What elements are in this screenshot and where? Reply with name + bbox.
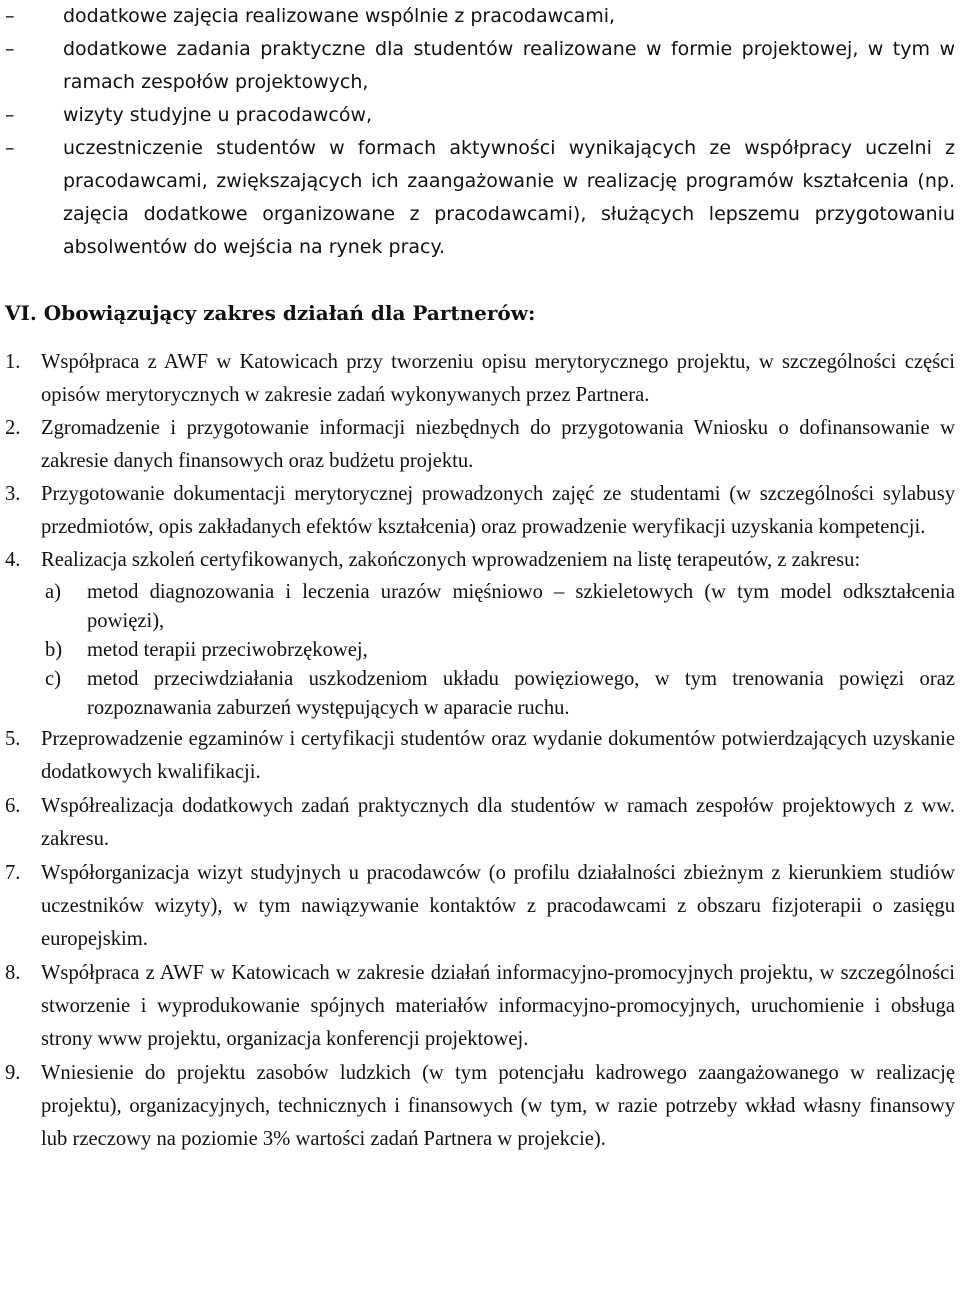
list-item-text: uczestniczenie studentów w formach aktywności wynikających ze współpracy uczelni z pracodawcami, zwiększających ich zaangażowanie w realizację programów kształcenia (np. zajęcia dodatkowe organizowane z pracodawcami), służących lepszemu przygotowaniu absolwentów do wejścia na rynek pracy. [63,137,955,258]
sub-item-letter: a) [45,580,61,603]
section-heading: VI. Obowiązujący zakres działań dla Partnerów: [5,301,536,325]
numbered-item-8 [5,957,955,1056]
item-text: Przeprowadzenie egzaminów i certyfikacji studentów oraz wydanie dokumentów potwierdzających uzyskanie dodatkowych kwalifikacji. [41,727,955,783]
dash-bullet: – [5,38,15,60]
item-text: Realizacja szkoleń certyfikowanych, zakończonych wprowadzeniem na listę terapeutów, z zakresu: [41,549,861,571]
sub-item-b [5,636,955,665]
numbered-item-2 [5,412,955,477]
dash-bullet: – [5,104,15,126]
list-item [5,33,955,99]
item-text: Przygotowanie dokumentacji merytorycznej prowadzonych zajęć ze studentami (w szczególności sylabusy przedmiotów, opis zakładanych efektów kształcenia) oraz prowadzenie weryfikacji uzyskania kompetencji. [41,483,955,538]
list-item [5,99,955,132]
item-number: 2. [5,417,21,439]
list-item [5,0,955,33]
dash-bullet: – [5,5,15,27]
sub-item-text: metod terapii przeciwobrzękowej, [87,638,368,661]
numbered-item-7 [5,857,955,956]
item-text: Wniesienie do projektu zasobów ludzkich (w tym potencjału kadrowego zaangażowanego w realizację projektu), organizacyjnych, technicznych i finansowych (w tym, w razie potrzeby wkład własny finansowy lub rzeczowy na poziomie 3% wartości zadań Partnera w projekcie). [41,1061,955,1150]
item-text: Zgromadzenie i przygotowanie informacji niezbędnych do przygotowania Wniosku o dofinansowanie w zakresie danych finansowych oraz budżetu projektu. [41,417,955,472]
list-item-text: wizyty studyjne u pracodawców, [63,104,373,126]
numbered-item-3 [5,478,955,543]
sub-item-letter: b) [45,638,63,661]
item-number: 9. [5,1061,21,1084]
sub-list [5,578,955,723]
sub-item-a [5,578,955,636]
list-item-text: dodatkowe zadania praktyczne dla studentów realizowane w formie projektowej, w tym w ramach zespołów projektowych, [63,38,955,93]
numbered-list [5,346,955,1157]
list-item [5,132,955,264]
item-number: 5. [5,727,21,750]
sub-item-text: metod przeciwdziałania uszkodzeniom układu powięziowego, w tym trenowania powięzi oraz rozpoznawania zaburzeń występujących w aparacie ruchu. [87,667,955,719]
numbered-item-4 [5,544,955,577]
item-text: Współrealizacja dodatkowych zadań praktycznych dla studentów w ramach zespołów projektowych z ww. zakresu. [41,794,955,850]
item-text: Współpraca z AWF w Katowicach w zakresie działań informacyjno-promocyjnych projektu, w szczególności stworzenie i wyprodukowanie spójnych materiałów informacyjno-promocyjnych, uruchomienie i obsługa strony www projektu, organizacja konferencji projektowej. [41,961,955,1050]
sub-item-c [5,665,955,723]
item-text: Współorganizacja wizyt studyjnych u pracodawców (o profilu działalności zbieżnym z kierunkiem studiów uczestników wizyty), w tym nawiązywanie kontaktów z pracodawcami z obszaru fizjoterapii o zasięgu europejskim. [41,861,955,950]
numbered-item-6 [5,790,955,856]
numbered-item-9 [5,1057,955,1156]
item-number: 7. [5,861,21,884]
item-number: 8. [5,961,21,984]
item-number: 6. [5,794,21,817]
sub-item-letter: c) [45,667,61,690]
numbered-item-5 [5,723,955,789]
item-text: Współpraca z AWF w Katowicach przy tworzeniu opisu merytorycznego projektu, w szczególności części opisów merytorycznych w zakresie zadań wykonywanych przez Partnera. [41,351,955,406]
dash-list [5,0,955,264]
dash-bullet: – [5,137,15,159]
item-number: 4. [5,549,21,571]
list-item-text: dodatkowe zajęcia realizowane wspólnie z pracodawcami, [63,5,616,27]
numbered-item-1 [5,346,955,411]
sub-item-text: metod diagnozowania i leczenia urazów mięśniowo – szkieletowych (w tym model odkształcenia powięzi), [87,580,955,632]
item-number: 3. [5,483,21,505]
item-number: 1. [5,351,21,373]
